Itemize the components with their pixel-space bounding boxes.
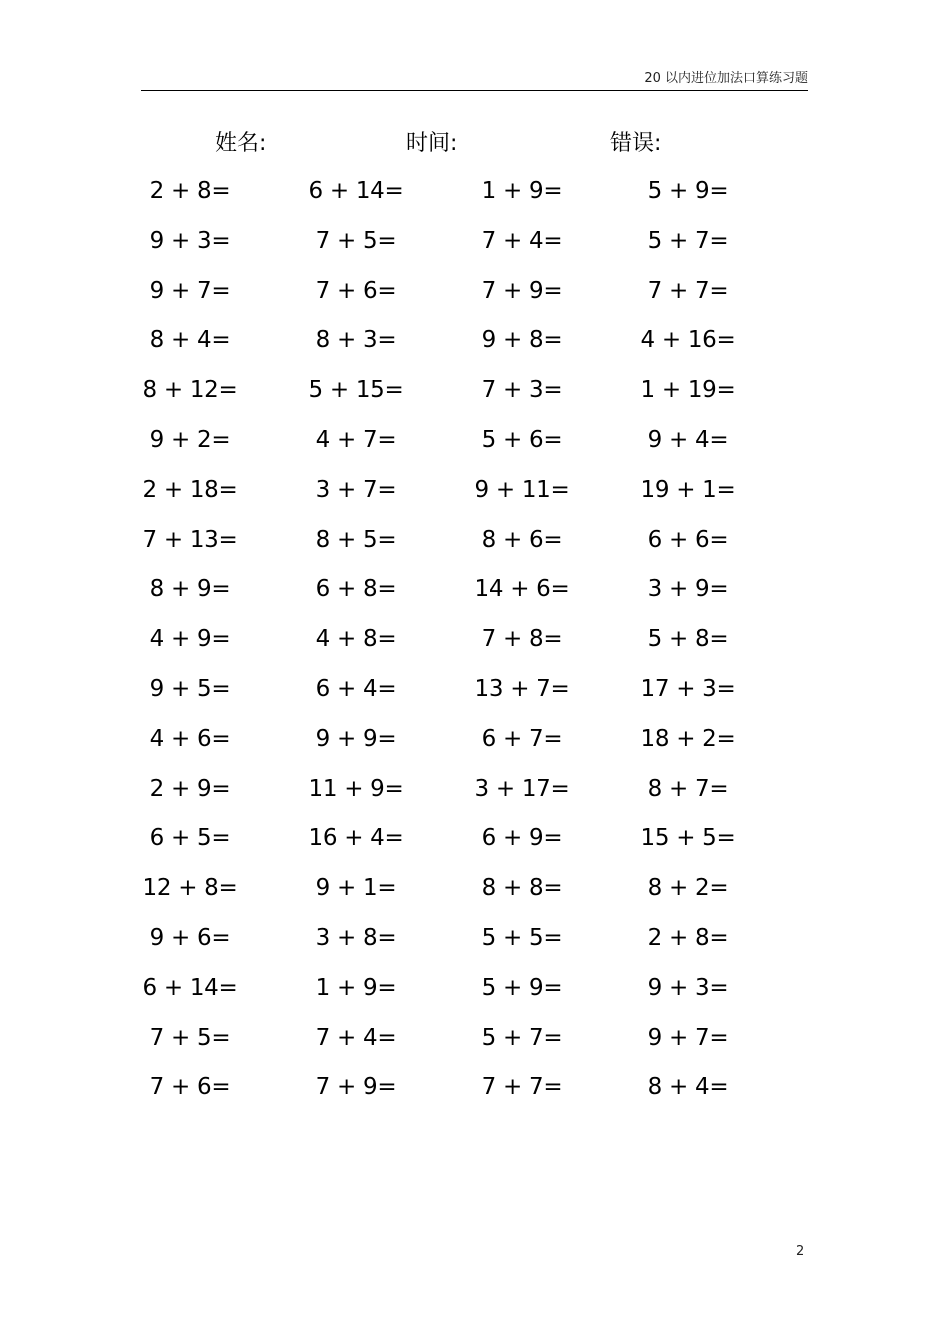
problem-row [140,714,780,764]
addition-problem: 5 + 9= [647,178,729,204]
problem-row [140,365,780,415]
addition-problem: 8 + 2= [647,875,729,902]
addition-problem: 8 + 4= [149,327,231,354]
addition-problem: 5 + 15= [308,377,404,404]
problem-row [140,216,780,266]
addition-problem: 8 + 9= [149,576,231,603]
addition-problem: 7 + 8= [481,626,563,653]
document-title: 20 以内进位加法口算练习题 [644,71,808,86]
problem-row [140,764,780,814]
addition-problem: 7 + 5= [315,227,397,254]
addition-problem: 15 + 5= [640,825,736,852]
addition-problem: 2 + 8= [647,924,729,951]
addition-problem: 9 + 6= [149,924,231,951]
addition-problem: 2 + 8= [149,178,231,204]
addition-problem: 6 + 6= [647,526,729,553]
addition-problem: 1 + 19= [640,377,736,404]
addition-problem: 8 + 8= [481,875,563,902]
addition-problem: 8 + 4= [647,1074,729,1101]
addition-problem: 8 + 7= [647,775,729,802]
addition-problem: 9 + 7= [149,277,231,304]
addition-problem: 19 + 1= [640,476,736,503]
addition-problem: 9 + 1= [315,875,397,902]
problem-row [140,266,780,316]
addition-problem: 8 + 5= [315,526,397,553]
problem-row [140,963,780,1013]
problem-row [140,1062,780,1112]
addition-problem: 4 + 6= [149,725,231,752]
addition-problem: 7 + 4= [315,1024,397,1051]
addition-problem: 2 + 9= [149,775,231,802]
time-label: 时间: [406,131,458,156]
addition-problem: 5 + 6= [481,426,563,453]
addition-problem: 1 + 9= [315,974,397,1001]
problem-row [140,166,780,216]
addition-problem: 6 + 4= [315,675,397,702]
addition-problem: 17 + 3= [640,675,736,702]
addition-problem: 6 + 8= [315,576,397,603]
addition-problem: 9 + 8= [481,327,563,354]
addition-problem: 7 + 6= [315,277,397,304]
problem-row [140,564,780,614]
name-label: 姓名: [215,131,267,156]
addition-problem: 6 + 9= [481,825,563,852]
problem-row [140,664,780,714]
problem-row [140,415,780,465]
addition-problem: 5 + 9= [481,974,563,1001]
problem-row [140,863,780,913]
problem-row [140,614,780,664]
page-number: 2 [796,1244,805,1259]
addition-problem: 5 + 7= [647,227,729,254]
problem-row [140,515,780,565]
addition-problem: 5 + 5= [481,924,563,951]
addition-problem: 9 + 4= [647,426,729,453]
addition-problem: 9 + 7= [647,1024,729,1051]
problem-row [140,913,780,963]
addition-problem: 9 + 5= [149,675,231,702]
addition-problem: 3 + 7= [315,476,397,503]
addition-problem: 4 + 16= [640,327,736,354]
addition-problem: 7 + 4= [481,227,563,254]
addition-problem: 7 + 7= [647,277,729,304]
addition-problem: 6 + 7= [481,725,563,752]
addition-problem: 7 + 6= [149,1074,231,1101]
errors-label: 错误: [610,131,662,156]
addition-problem: 2 + 18= [142,476,238,503]
addition-problem: 9 + 2= [149,426,231,453]
addition-problem: 8 + 3= [315,327,397,354]
addition-problem: 9 + 3= [647,974,729,1001]
addition-problem: 7 + 3= [481,377,563,404]
addition-problem: 18 + 2= [640,725,736,752]
problems-grid [140,166,780,1112]
addition-problem: 8 + 6= [481,526,563,553]
problem-row [140,1013,780,1063]
addition-problem: 4 + 7= [315,426,397,453]
problem-row [140,315,780,365]
problem-row [140,465,780,515]
addition-problem: 5 + 8= [647,626,729,653]
addition-problem: 3 + 8= [315,924,397,951]
page-header [141,62,808,91]
addition-problem: 11 + 9= [308,775,404,802]
addition-problem: 7 + 5= [149,1024,231,1051]
addition-problem: 4 + 9= [149,626,231,653]
addition-problem: 3 + 9= [647,576,729,603]
addition-problem: 7 + 9= [481,277,563,304]
addition-problem: 5 + 7= [481,1024,563,1051]
addition-problem: 13 + 7= [474,675,570,702]
addition-problem: 6 + 5= [149,825,231,852]
addition-problem: 6 + 14= [308,178,404,204]
addition-problem: 9 + 11= [474,476,570,503]
problem-row [140,813,780,863]
addition-problem: 3 + 17= [474,775,570,802]
addition-problem: 14 + 6= [474,576,570,603]
addition-problem: 8 + 12= [142,377,238,404]
addition-problem: 6 + 14= [142,974,238,1001]
addition-problem: 4 + 8= [315,626,397,653]
addition-problem: 9 + 3= [149,227,231,254]
addition-problem: 12 + 8= [142,875,238,902]
addition-problem: 7 + 7= [481,1074,563,1101]
addition-problem: 7 + 13= [142,526,238,553]
addition-problem: 1 + 9= [481,178,563,204]
addition-problem: 16 + 4= [308,825,404,852]
addition-problem: 9 + 9= [315,725,397,752]
addition-problem: 7 + 9= [315,1074,397,1101]
